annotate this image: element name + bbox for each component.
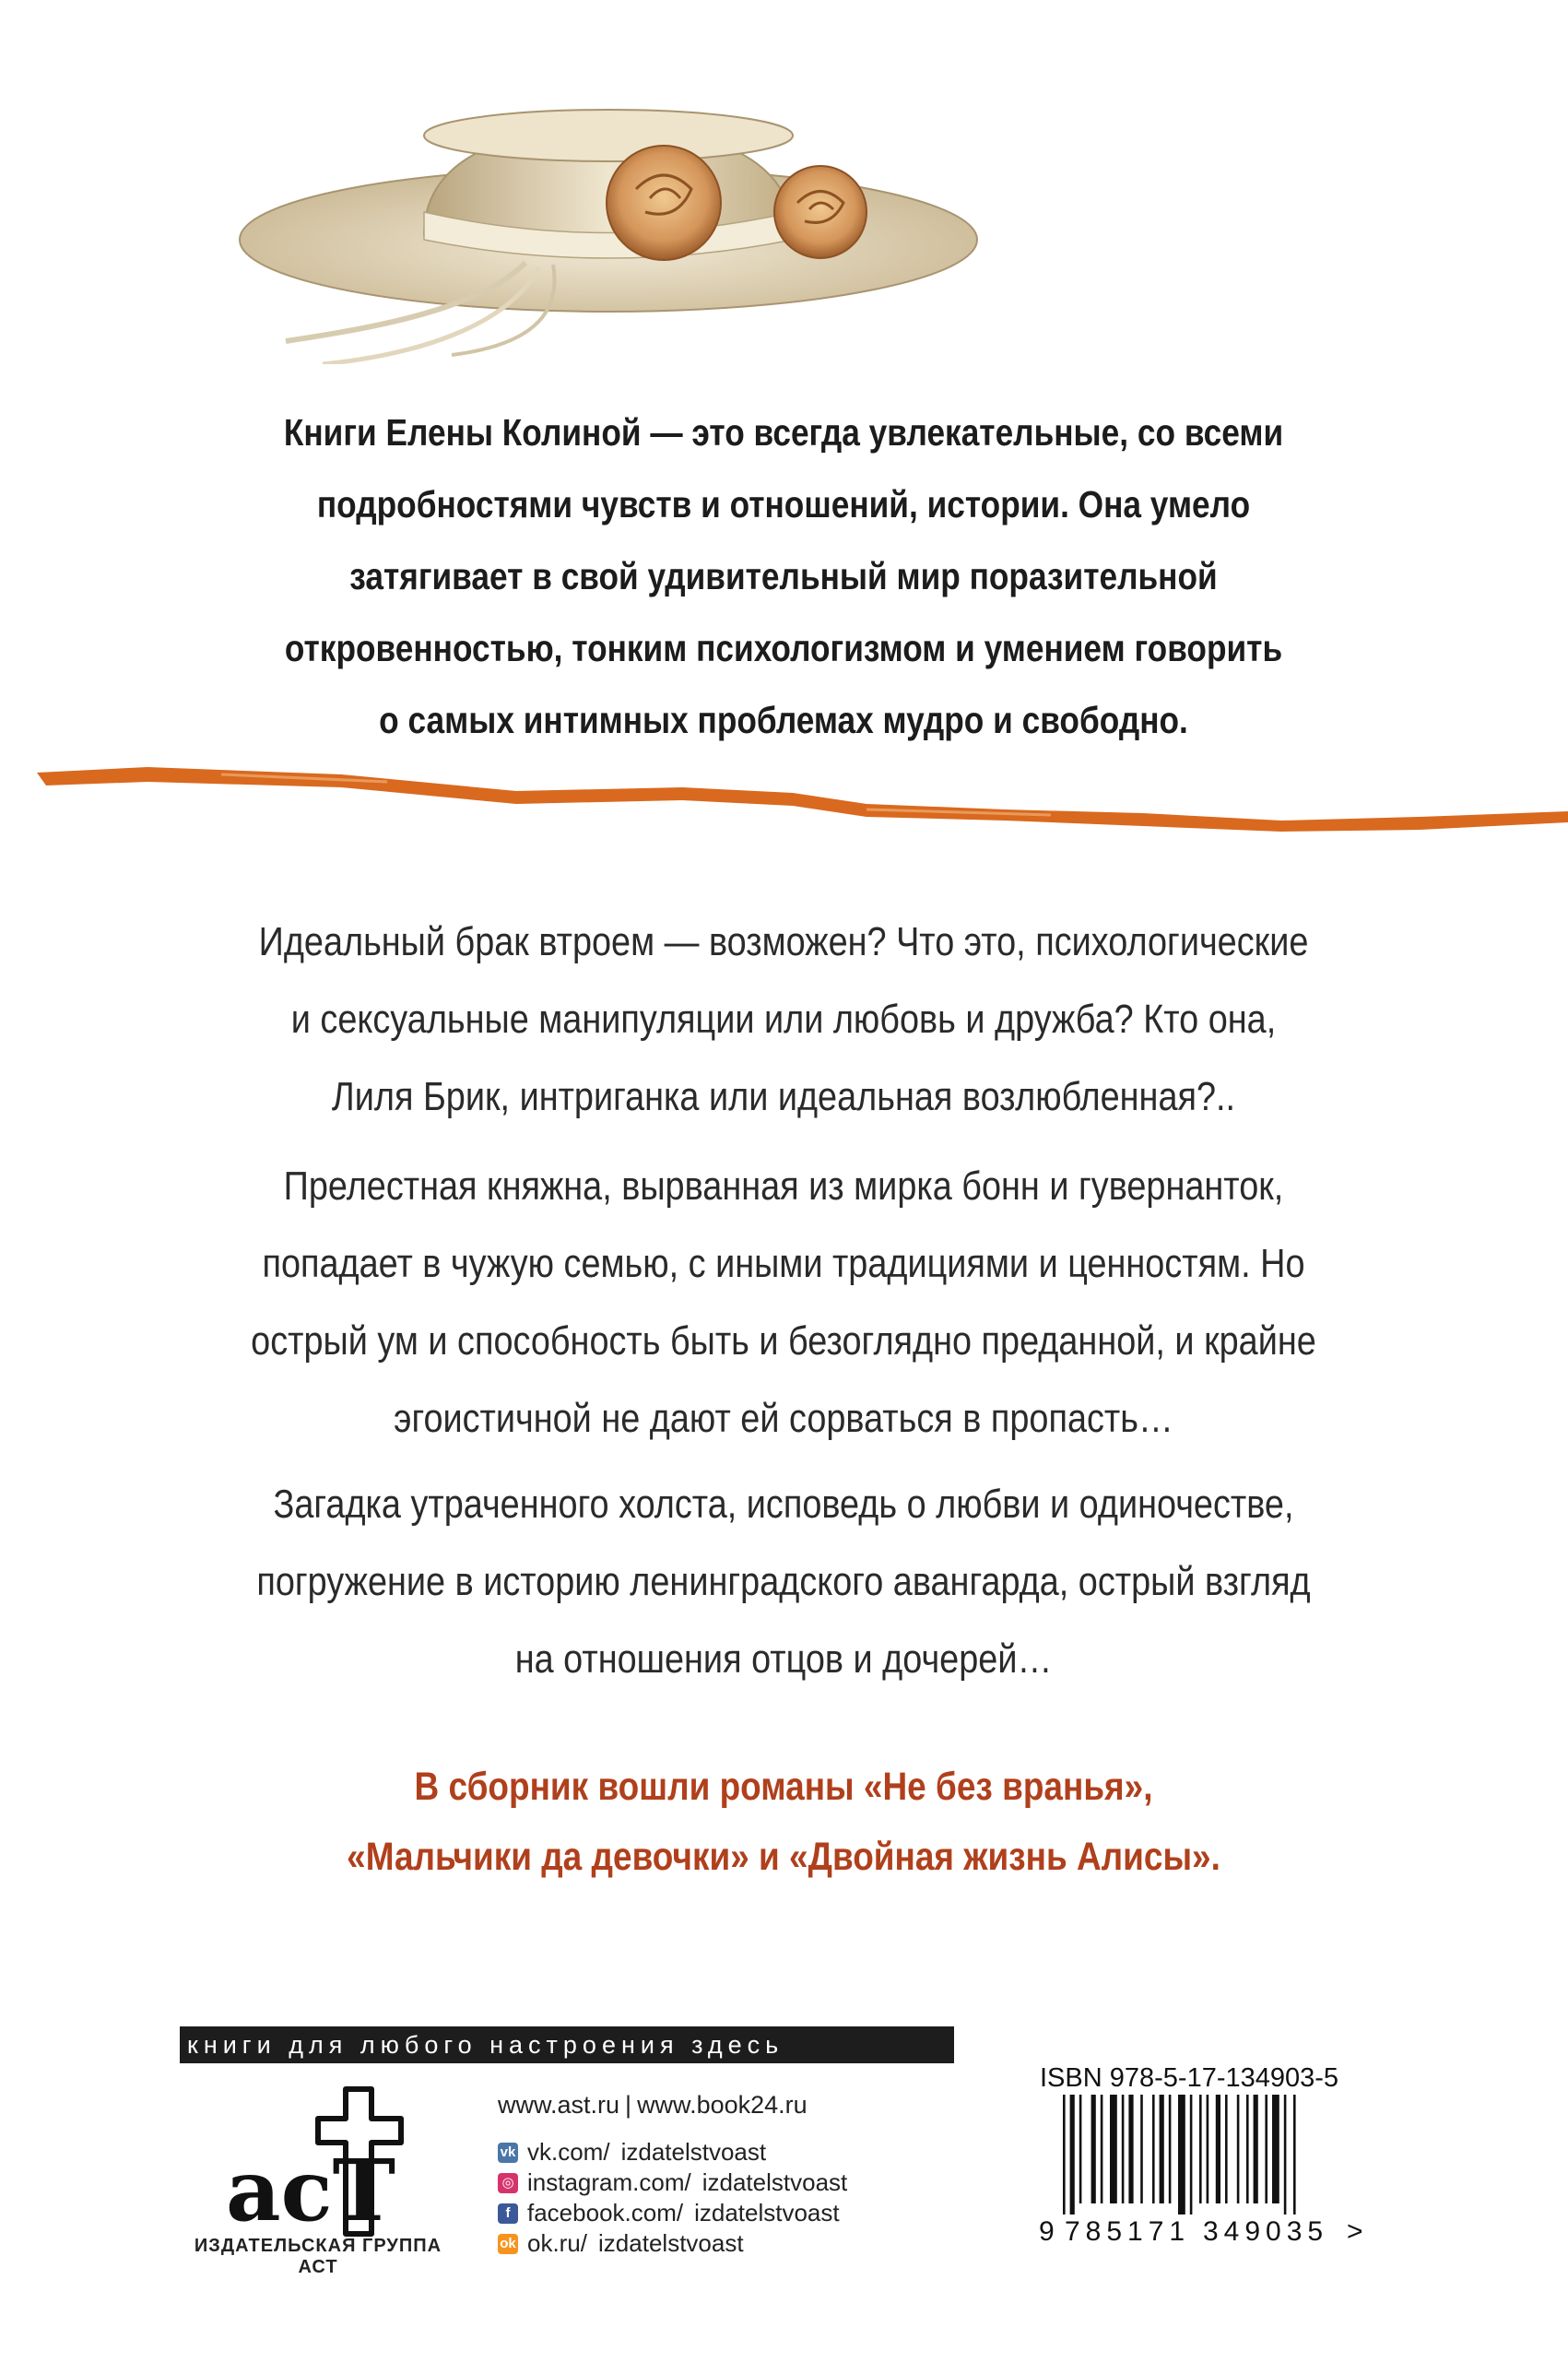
barcode-bar: [1140, 2095, 1143, 2203]
social-handle: izdatelstvoast: [701, 2168, 848, 2196]
barcode-bar: [1246, 2095, 1249, 2203]
barcode-bar: [1284, 2095, 1287, 2215]
description-paragraph-2: [189, 1148, 1378, 1458]
ast-logo-text: acT: [226, 2141, 396, 2240]
barcode-bar: [1199, 2095, 1202, 2203]
orange-brush-stroke-divider: [37, 747, 1568, 848]
collection-line: В сборник вошли романы «Не без вранья»,: [414, 1765, 1153, 1809]
barcode-bar: [1169, 2095, 1172, 2203]
tagline-bar: книги для любого настроения здесь: [180, 2026, 954, 2063]
social-handle: izdatelstvoast: [620, 2138, 767, 2166]
social-url: instagram.com/: [527, 2168, 691, 2196]
isbn-label: ISBN 978-5-17-134903-5: [1040, 2063, 1339, 2093]
description-paragraph-3: [189, 1466, 1378, 1698]
website-separator: |: [625, 2091, 632, 2119]
collection-line: «Мальчики да девочки» и «Двойная жизнь Алисы».: [347, 1835, 1220, 1879]
blurb-line: затягивает в свой удивительный мир поразительной: [349, 555, 1218, 597]
paragraph-line: и сексуальные манипуляции или любовь и дружба? Кто она,: [290, 997, 1277, 1042]
paragraph-line: Прелестная княжна, вырванная из мирка бонн и гувернанток,: [283, 1163, 1284, 1209]
barcode-first-digit: 9: [1039, 2216, 1055, 2247]
barcode-bar: [1070, 2095, 1075, 2215]
paragraph-line: Лиля Брик, интриганка или идеальная возлюбленная?..: [331, 1074, 1236, 1119]
odnoklassniki-icon: ok: [498, 2234, 518, 2254]
barcode-trailing-mark: >: [1347, 2216, 1363, 2247]
barcode-bar: [1110, 2095, 1117, 2203]
hat-with-roses-illustration: [175, 51, 1005, 364]
barcode-bar: [1079, 2095, 1082, 2203]
barcode-bar: [1216, 2095, 1220, 2203]
blurb-line: подробностями чувств и отношений, истории. Она умело: [316, 483, 1251, 526]
publisher-caption: ИЗДАТЕЛЬСКАЯ ГРУППА АСТ: [194, 2236, 442, 2277]
barcode-bar: [1254, 2095, 1258, 2203]
paragraph-line: попадает в чужую семью, с иными традициями и ценностям. Но: [262, 1241, 1305, 1286]
social-url: vk.com/: [527, 2138, 610, 2166]
blurb-line: откровенностью, тонким психологизмом и умением говорить: [284, 627, 1283, 669]
barcode-bar: [1190, 2095, 1193, 2215]
barcode-bar: [1207, 2095, 1209, 2203]
blurb-line: Книги Елены Колиной — это всегда увлекательные, со всеми: [283, 411, 1284, 454]
barcode-bar: [1225, 2095, 1228, 2203]
vk-icon: vk: [498, 2143, 518, 2163]
social-url: ok.ru/: [527, 2229, 588, 2257]
barcode-bar: [1265, 2095, 1267, 2203]
social-handle: izdatelstvoast: [598, 2229, 744, 2257]
barcode-bar: [1101, 2095, 1103, 2203]
paragraph-line: эгоистичной не дают ей сорваться в пропасть…: [394, 1396, 1173, 1441]
author-blurb: [229, 396, 1338, 756]
website-link-book24[interactable]: www.book24.ru: [637, 2091, 808, 2119]
description-paragraph-1: [189, 904, 1378, 1136]
instagram-icon: ◎: [498, 2173, 518, 2193]
barcode-bar: [1160, 2095, 1164, 2203]
collection-note: [229, 1752, 1338, 1892]
barcode-right-group: 349035: [1203, 2216, 1329, 2247]
social-link-instagram[interactable]: [498, 2167, 847, 2198]
barcode-bar: [1237, 2095, 1240, 2203]
social-url: facebook.com/: [527, 2199, 684, 2226]
barcode-bar: [1178, 2095, 1185, 2215]
barcode-digits: [1037, 2211, 1369, 2248]
social-link-odnoklassniki[interactable]: [498, 2228, 847, 2259]
paragraph-line: Идеальный брак втроем — возможен? Что это, психологические: [258, 919, 1309, 964]
social-links: [498, 2137, 847, 2259]
barcode-bar: [1128, 2095, 1133, 2203]
isbn-barcode: [1037, 2095, 1369, 2215]
paragraph-line: на отношения отцов и дочерей…: [514, 1636, 1053, 1682]
blurb-line: о самых интимных проблемах мудро и свободно.: [379, 699, 1188, 741]
barcode-bar: [1122, 2095, 1125, 2203]
barcode-left-group: 785171: [1065, 2216, 1191, 2247]
barcode-bar: [1063, 2095, 1066, 2215]
facebook-icon: f: [498, 2203, 518, 2224]
barcode-bar: [1091, 2095, 1096, 2203]
barcode-bar: [1293, 2095, 1296, 2215]
paragraph-line: погружение в историю ленинградского авангарда, острый взгляд: [256, 1559, 1311, 1604]
social-handle: izdatelstvoast: [694, 2199, 840, 2226]
paragraph-line: Загадка утраченного холста, исповедь о любви и одиночестве,: [273, 1482, 1294, 1527]
social-link-facebook[interactable]: [498, 2198, 847, 2228]
publisher-websites: [498, 2091, 808, 2120]
social-link-vk[interactable]: [498, 2137, 847, 2167]
paragraph-line: острый ум и способность быть и безоглядно преданной, и крайне: [251, 1318, 1316, 1364]
barcode-bar: [1152, 2095, 1155, 2203]
website-link-ast[interactable]: www.ast.ru: [498, 2091, 620, 2119]
barcode-bar: [1272, 2095, 1279, 2203]
